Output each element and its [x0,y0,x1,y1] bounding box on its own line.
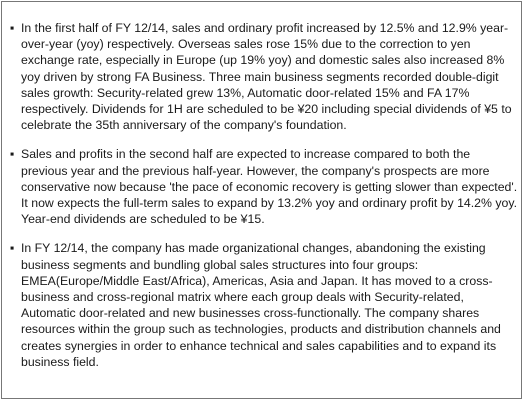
bullet-marker: ▪ [10,147,15,162]
bullet-text: In the first half of FY 12/14, sales and ordinary profit increased by 12.5% and 12.9% year-over-year (yoy) respectively. Overseas sales rose 15% due to the correction to yen exchange rate, especially in Europe (up 19% yoy) and domestic sales also increased 8% yoy driven by strong FA Business. Three main business segments recorded double-digit sales growth: Security-related grew 13%, Automatic door-related 15% and FA 17% respectively. Dividends for 1H are scheduled to be ¥20 including special dividends of ¥5 to celebrate the 35th anniversary of the company's foundation. [21,21,512,133]
bullet-item-2 [10,146,518,227]
bullet-list [10,20,518,370]
bullet-item-1 [10,20,518,133]
bullet-item-3 [10,240,518,370]
text-box [1,1,522,399]
bullet-marker: ▪ [10,241,15,256]
bullet-text: Sales and profits in the second half are expected to increase compared to both the previous year and the previous half-year. However, the company's prospects are more conservative now because 'the pace of economic recovery is getting slower than expected'. It now expects the full-term sales to expand by 13.2% yoy and ordinary profit by 14.2% yoy. Year-end dividends are scheduled to be ¥15. [21,147,518,227]
bullet-text: In FY 12/14, the company has made organizational changes, abandoning the existing business segments and bundling global sales structures into four groups: EMEA(Europe/Middle East/Africa), Americas, Asia and Japan. It has moved to a cross-business and cross-regional matrix where each group deals with Security-related, Automatic door-related and new businesses cross-functionally. The company shares resources within the group such as technologies, products and distribution channels and creates synergies in order to enhance technical and sales capabilities and to expand its business field. [21,241,501,369]
bullet-marker: ▪ [10,21,15,35]
